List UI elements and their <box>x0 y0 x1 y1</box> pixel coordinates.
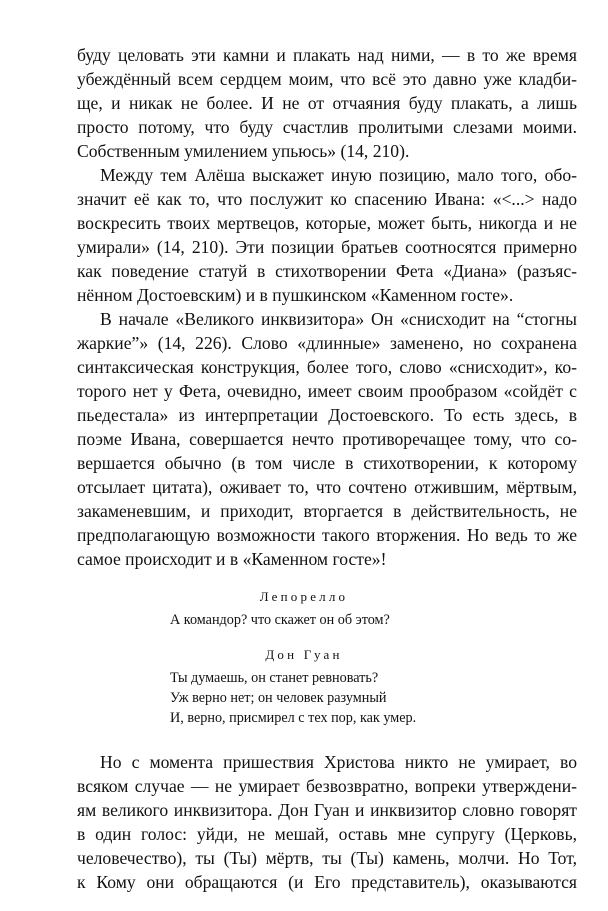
speaker-name: Дон Гуан <box>265 647 343 662</box>
text-line: в один голос: уйди, не мешай, оставь мне супругу (Церковь, <box>77 824 577 844</box>
text-line: убеждённый всем сердцем моим, что всё это давно уже кладби- <box>77 69 577 89</box>
text-line: закаменевшим, и приходит, вторгается в действительность, не <box>77 501 577 521</box>
text-line: синтаксическая конструкция, более того, слово «снисходит», ко- <box>77 357 577 377</box>
text-line: жаркие”» (14, 226). Слово «длинные» заменено, но сохранена <box>77 333 577 353</box>
text-line: поэме Ивана, совершается нечто противоречащее тому, что со- <box>77 429 577 449</box>
text-line: человечество), ты (Ты) мёртв, ты (Ты) камень, молчи. Но Тот, <box>77 848 577 868</box>
text-line: нённом Достоевским) и в пушкинском «Каменном госте». <box>77 285 514 305</box>
text-line: торого нет у Фета, очевидно, имеет своим прообразом «сойдёт с <box>77 381 577 401</box>
text-line: самое происходит и в «Каменном госте»! <box>77 549 387 569</box>
text-line: воскресить твоих мертвецов, которые, может быть, никогда и не <box>77 213 577 233</box>
text-line: Но с момента пришествия Христова никто не умирает, во <box>100 752 577 772</box>
text-line: всяком случае — не умирает безвозвратно, вопреки утверждени- <box>77 776 577 796</box>
text-line: вершается обычно (в том числе в стихотворении, к которому <box>77 453 577 473</box>
text-line: значит её как то, что послужит ко спасению Ивана: «<...> надо <box>77 189 577 209</box>
verse-line: Уж верно нет; он человек разумный <box>170 690 387 706</box>
text-line: пьедестала» из интерпретации Достоевского. То есть здесь, в <box>77 405 577 425</box>
text-line: Между тем Алёша выскажет иную позицию, мало того, обо- <box>100 165 577 185</box>
speaker-name: Лепорелло <box>259 589 349 604</box>
verse-line: А командор? что скажет он об этом? <box>170 612 390 628</box>
text-line: Собственным умилением упьюсь» (14, 210). <box>77 141 410 161</box>
text-line: просто потому, что буду счастлив пролитыми слезами моими. <box>77 117 577 137</box>
verse-line: И, верно, присмирел с тех пор, как умер. <box>170 710 417 726</box>
text-line: ще, и никак не более. И не от отчаяния буду плакать, а лишь <box>77 93 577 113</box>
text-line: к Кому они обращаются (и Его представитель), оказываются <box>77 872 577 892</box>
text-line: умирали» (14, 210). Эти позиции братьев соотносятся примерно <box>77 237 577 257</box>
text-line: как поведение статуй в стихотворении Фета «Диана» (разъяс- <box>77 261 577 281</box>
text-line: В начале «Великого инквизитора» Он «снисходит на “стогны <box>100 309 577 329</box>
text-line: буду целовать эти камни и плакать над ними, — в то же время <box>77 45 577 65</box>
text-line: отсылает цитата), оживает то, что сочтено отжившим, мёртвым, <box>77 477 577 497</box>
verse-line: Ты думаешь, он станет ревновать? <box>170 670 379 686</box>
text-line: ям великого инквизитора. Дон Гуан и инквизитор словно говорят <box>77 800 577 820</box>
text-line: предполагающую возможности такого вторжения. Но ведь то же <box>77 525 577 545</box>
